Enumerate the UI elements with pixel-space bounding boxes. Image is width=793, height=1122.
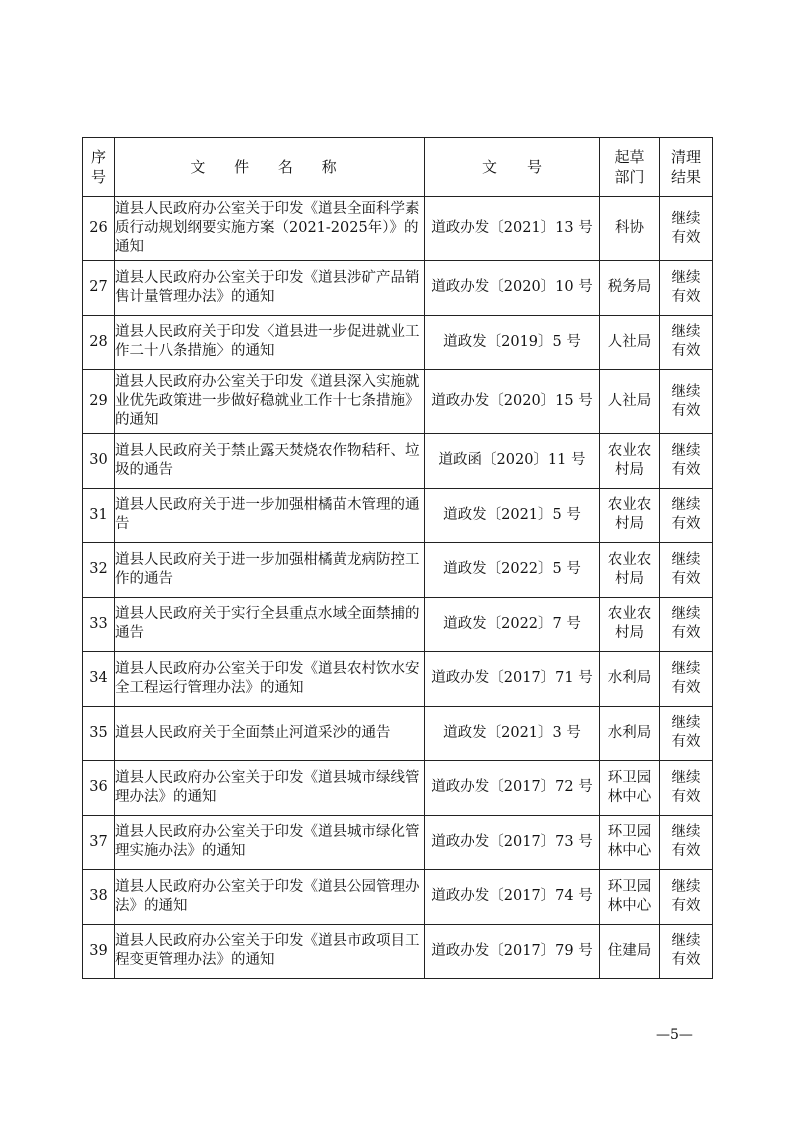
row-title: 道县人民政府办公室关于印发《道县公园管理办法》的通知 — [115, 870, 425, 925]
row-dept-text: 人社局 — [607, 333, 652, 350]
table-row — [83, 706, 713, 761]
row-result-text: 继续有效 — [671, 324, 701, 360]
row-result-text: 继续有效 — [671, 933, 701, 969]
table-row — [83, 315, 713, 370]
row-seq: 27 — [83, 261, 115, 316]
row-dept — [600, 261, 660, 316]
row-title: 道县人民政府办公室关于印发《道县农村饮水安全工程运行管理办法》的通知 — [115, 652, 425, 707]
table-row — [83, 761, 713, 816]
row-result-text: 继续有效 — [671, 383, 701, 419]
row-result — [660, 815, 713, 870]
row-title: 道县人民政府关于印发〈道县进一步促进就业工作二十八条措施〉的通知 — [115, 315, 425, 370]
row-doc-no: 道政办发〔2017〕79 号 — [425, 924, 600, 979]
table-row — [83, 652, 713, 707]
row-seq: 28 — [83, 315, 115, 370]
row-seq: 30 — [83, 434, 115, 489]
row-doc-no: 道政办发〔2020〕15 号 — [425, 370, 600, 434]
row-title: 道县人民政府办公室关于印发《道县市政项目工程变更管理办法》的通知 — [115, 924, 425, 979]
row-seq: 31 — [83, 488, 115, 543]
table-row — [83, 924, 713, 979]
row-title: 道县人民政府办公室关于印发《道县全面科学素质行动规划纲要实施方案（2021-2025年）》的通知 — [115, 197, 425, 261]
row-result-text: 继续有效 — [671, 210, 701, 246]
row-dept — [600, 761, 660, 816]
row-dept — [600, 434, 660, 489]
row-result-text: 继续有效 — [671, 878, 701, 914]
row-dept-text: 水利局 — [607, 724, 652, 741]
row-title: 道县人民政府办公室关于印发《道县涉矿产品销售计量管理办法》的通知 — [115, 261, 425, 316]
row-doc-no: 道政发〔2021〕3 号 — [425, 706, 600, 761]
row-result — [660, 706, 713, 761]
row-title: 道县人民政府办公室关于印发《道县城市绿线管理办法》的通知 — [115, 761, 425, 816]
table-row — [83, 434, 713, 489]
row-seq: 39 — [83, 924, 115, 979]
row-seq: 34 — [83, 652, 115, 707]
row-dept — [600, 197, 660, 261]
header-seq: 序号 — [83, 138, 115, 197]
page-number: —5— — [656, 1027, 693, 1043]
row-dept-text: 环卫园林中心 — [607, 824, 652, 860]
row-doc-no: 道政办发〔2017〕74 号 — [425, 870, 600, 925]
row-doc-no: 道政发〔2022〕7 号 — [425, 597, 600, 652]
row-result-text: 继续有效 — [671, 769, 701, 805]
row-result-text: 继续有效 — [671, 606, 701, 642]
row-result-text: 继续有效 — [671, 442, 701, 478]
row-doc-no: 道政办发〔2020〕10 号 — [425, 261, 600, 316]
row-doc-no: 道政办发〔2017〕72 号 — [425, 761, 600, 816]
row-seq: 37 — [83, 815, 115, 870]
row-doc-no: 道政办发〔2017〕73 号 — [425, 815, 600, 870]
row-result — [660, 543, 713, 598]
table-header-row — [83, 138, 713, 197]
row-dept — [600, 488, 660, 543]
row-result — [660, 924, 713, 979]
table-row — [83, 870, 713, 925]
row-dept-text: 税务局 — [607, 279, 652, 296]
row-result — [660, 434, 713, 489]
row-dept — [600, 370, 660, 434]
regulation-table — [82, 137, 713, 979]
row-dept-text: 住建局 — [607, 942, 652, 959]
row-seq: 29 — [83, 370, 115, 434]
row-result-text: 继续有效 — [671, 269, 701, 305]
row-doc-no: 道政函〔2020〕11 号 — [425, 434, 600, 489]
row-result-text: 继续有效 — [671, 551, 701, 587]
row-doc-no: 道政办发〔2021〕13 号 — [425, 197, 600, 261]
row-seq: 35 — [83, 706, 115, 761]
row-dept-text: 人社局 — [607, 393, 652, 409]
row-doc-no: 道政发〔2021〕5 号 — [425, 488, 600, 543]
row-seq: 33 — [83, 597, 115, 652]
row-dept — [600, 315, 660, 370]
row-dept-text: 水利局 — [607, 670, 652, 687]
row-seq: 32 — [83, 543, 115, 598]
row-dept — [600, 706, 660, 761]
row-dept — [600, 924, 660, 979]
table-row — [83, 597, 713, 652]
row-title: 道县人民政府关于禁止露天焚烧农作物秸秆、垃圾的通告 — [115, 434, 425, 489]
row-seq: 38 — [83, 870, 115, 925]
row-doc-no: 道政发〔2019〕5 号 — [425, 315, 600, 370]
row-dept-text: 科协 — [615, 220, 644, 236]
row-title: 道县人民政府关于进一步加强柑橘苗木管理的通告 — [115, 488, 425, 543]
row-result — [660, 870, 713, 925]
row-dept-text: 农业农村局 — [607, 606, 652, 642]
row-result — [660, 488, 713, 543]
table-row — [83, 488, 713, 543]
row-result — [660, 261, 713, 316]
row-result — [660, 315, 713, 370]
row-dept — [600, 652, 660, 707]
row-result — [660, 197, 713, 261]
row-result — [660, 652, 713, 707]
row-result-text: 继续有效 — [671, 715, 701, 751]
row-dept-text: 环卫园林中心 — [607, 878, 652, 914]
header-doc-no: 文 号 — [425, 138, 600, 197]
row-dept-text: 农业农村局 — [607, 551, 652, 587]
header-dept: 起草部门 — [600, 138, 660, 197]
row-seq: 36 — [83, 761, 115, 816]
table-row — [83, 370, 713, 434]
row-title: 道县人民政府关于进一步加强柑橘黄龙病防控工作的通告 — [115, 543, 425, 598]
table-body — [83, 197, 713, 979]
table-row — [83, 261, 713, 316]
header-title: 文 件 名 称 — [115, 138, 425, 197]
row-title: 道县人民政府办公室关于印发《道县深入实施就业优先政策进一步做好稳就业工作十七条措施》的通知 — [115, 370, 425, 434]
row-result — [660, 370, 713, 434]
row-doc-no: 道政办发〔2017〕71 号 — [425, 652, 600, 707]
row-title: 道县人民政府办公室关于印发《道县城市绿化管理实施办法》的通知 — [115, 815, 425, 870]
row-dept — [600, 597, 660, 652]
row-seq: 26 — [83, 197, 115, 261]
row-result-text: 继续有效 — [671, 497, 701, 533]
row-result-text: 继续有效 — [671, 660, 701, 696]
row-result-text: 继续有效 — [671, 824, 701, 860]
row-doc-no: 道政发〔2022〕5 号 — [425, 543, 600, 598]
header-result: 清理结果 — [660, 138, 713, 197]
row-result — [660, 761, 713, 816]
row-title: 道县人民政府关于实行全县重点水域全面禁捕的通告 — [115, 597, 425, 652]
row-result — [660, 597, 713, 652]
row-dept — [600, 870, 660, 925]
row-dept-text: 环卫园林中心 — [607, 769, 652, 805]
table-row — [83, 543, 713, 598]
row-dept-text: 农业农村局 — [607, 497, 652, 533]
row-dept-text: 农业农村局 — [607, 442, 652, 478]
table-row — [83, 815, 713, 870]
row-dept — [600, 543, 660, 598]
table-row — [83, 197, 713, 261]
row-title: 道县人民政府关于全面禁止河道采沙的通告 — [115, 706, 425, 761]
row-dept — [600, 815, 660, 870]
